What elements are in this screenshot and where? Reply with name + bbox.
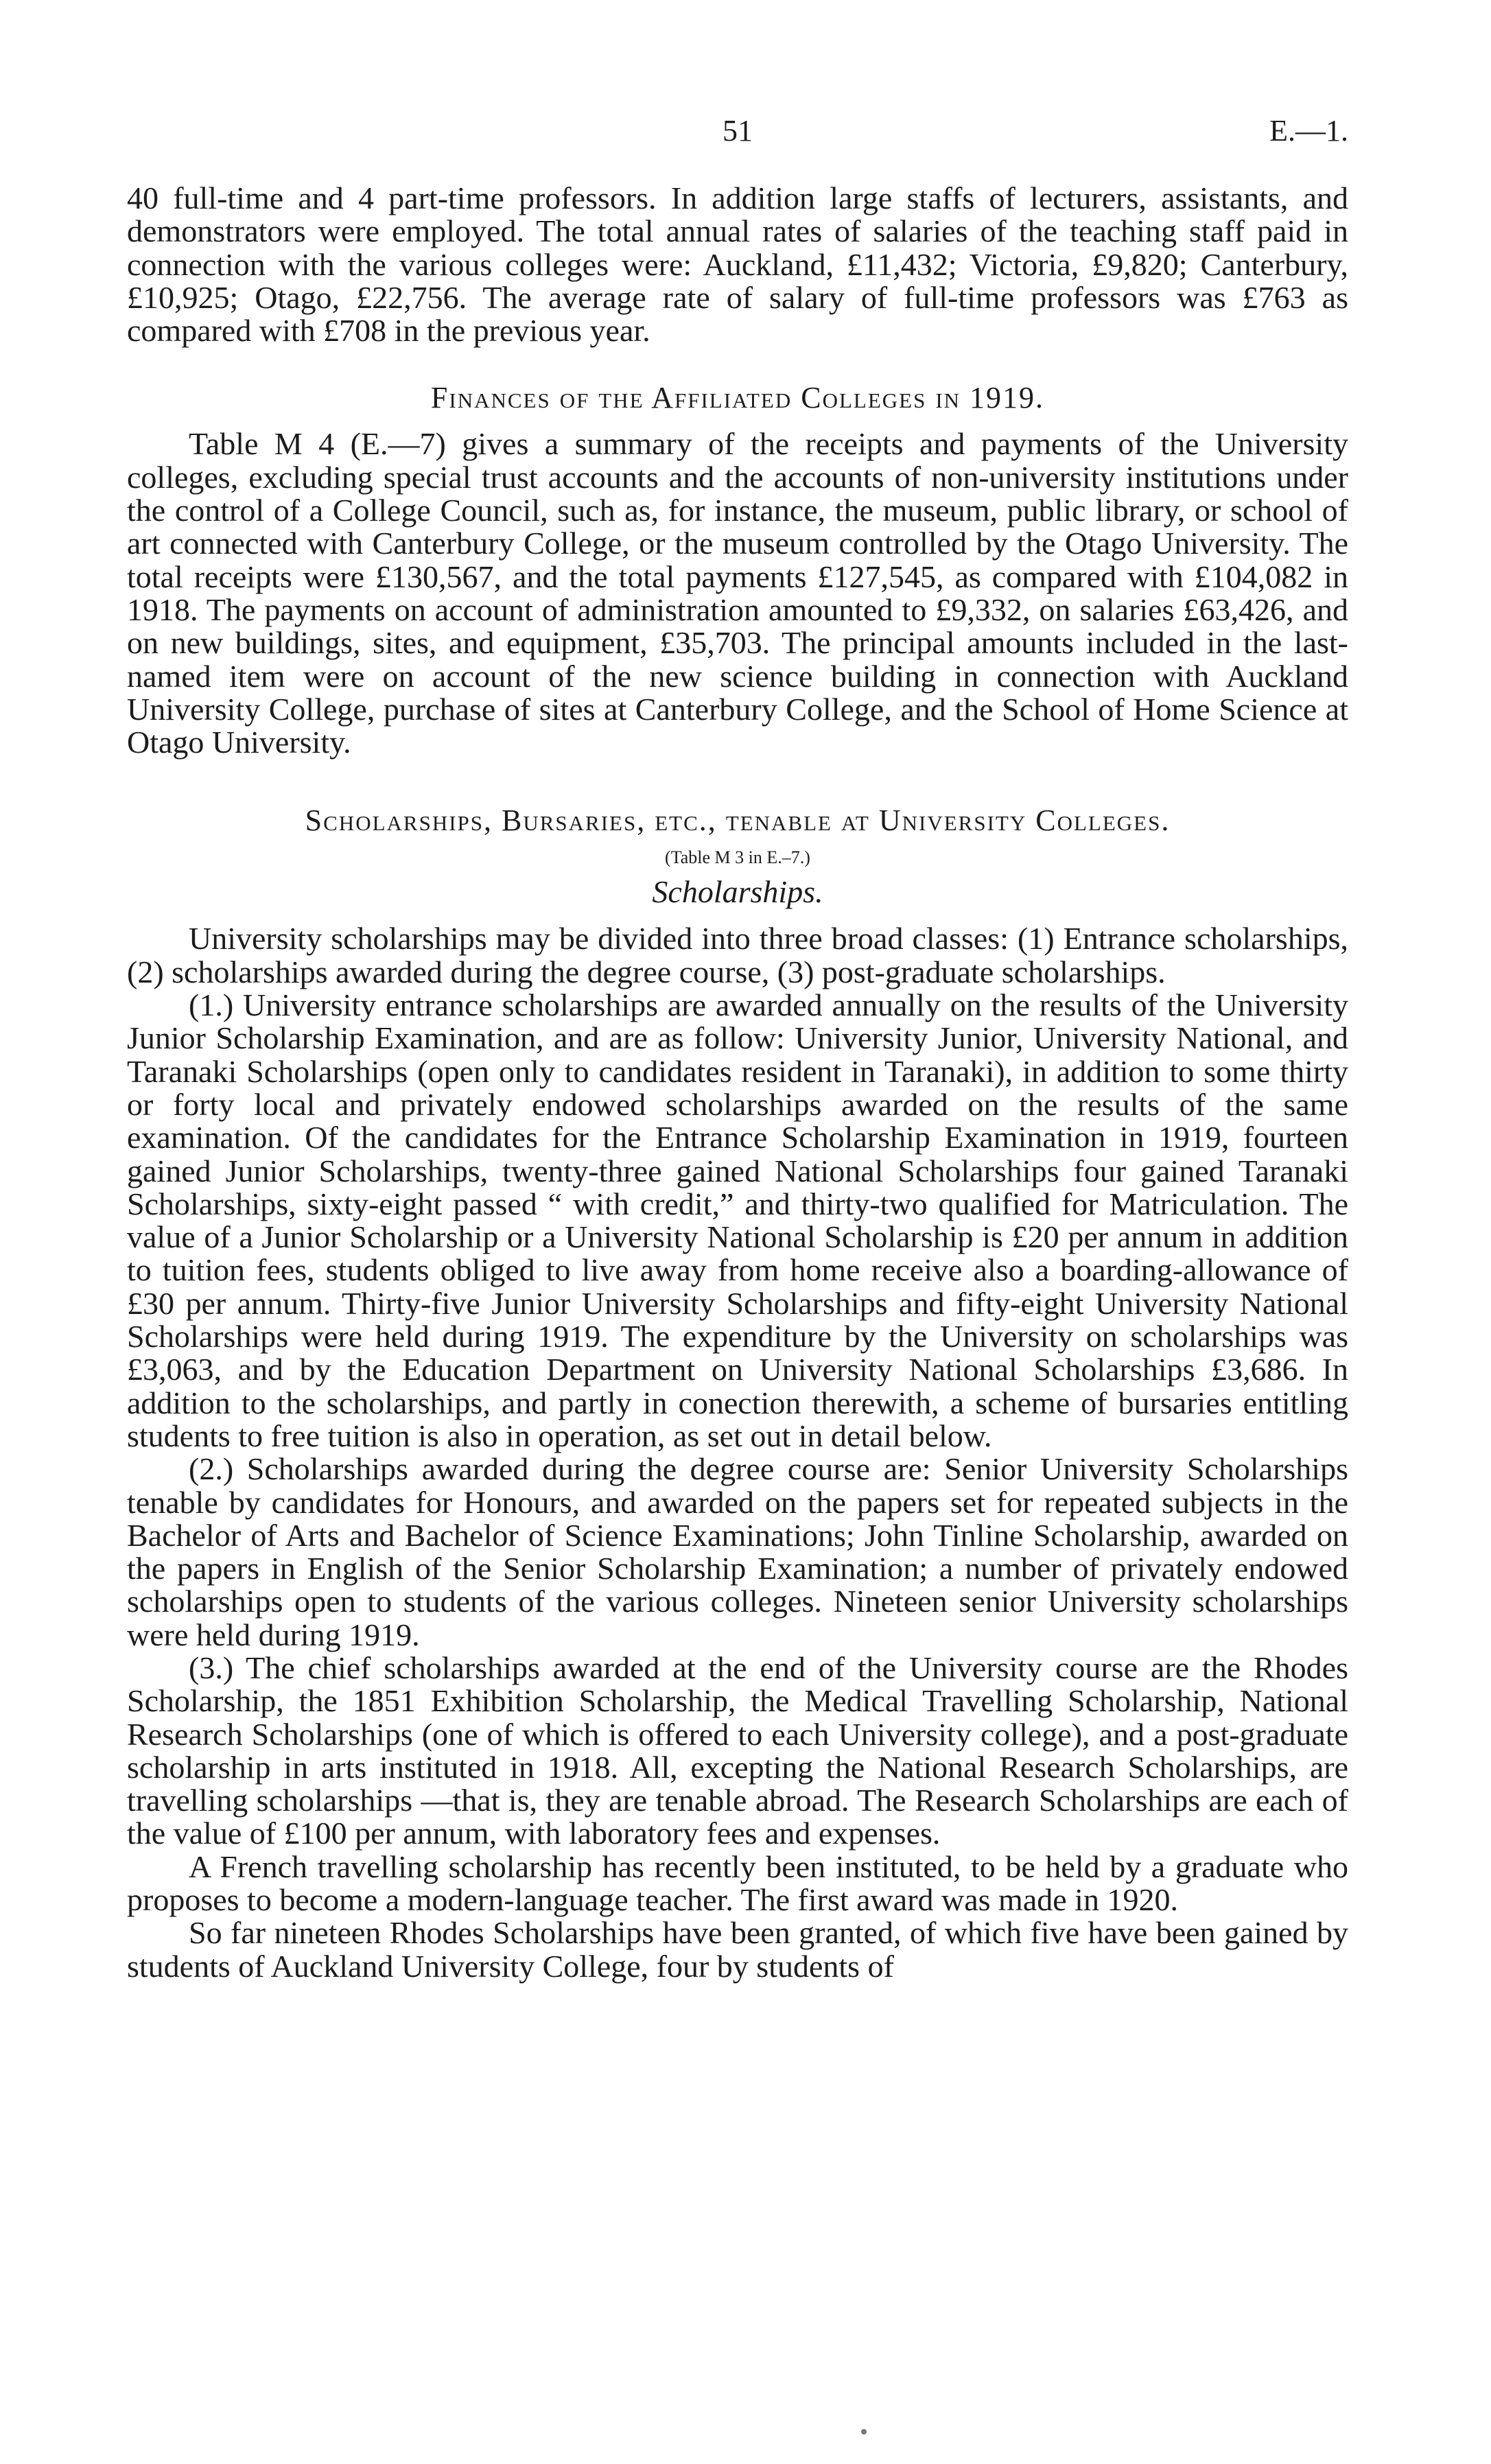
subheading-scholarships: Scholarships. <box>652 874 823 910</box>
paragraph-rhodes-scholarships: So far nineteen Rhodes Scholarships have been granted, of which five have been gained by students of Auckland University College, four by students of <box>127 1915 1348 1984</box>
table-reference: (Table M 3 in E.–7.) <box>665 847 810 868</box>
paragraph-entrance-scholarships: (1.) University entrance scholarships are awarded annually on the results of the University Junior Scholarship Examination, and are as follow: University Junior, University National, and Taranaki Scholarships (open only to candidates resident in Taranaki), in addition to some thirty or forty local and privately endowed scholarships awarded on the results of the same examination. Of the candidates for the Entrance Scholarship Examination in 1919, fourteen gained Junior Scholarships, twenty-three gained National Scholarships four gained Taranaki Scholarships, sixty-eight passed “ with credit,” and thirty-two qualified for Matriculation. The value of a Junior Scholarship or a University National Scholarship is £20 per annum in addition to tuition fees, students obliged to live away from home receive also a boarding-allowance of £30 per annum. Thirty-five Junior University Scholarships and fifty-eight University National Scholarships were held during 1919. The expenditure by the University on scholarships was £3,063, and by the Education Department on University National Scholarships £3,686. In addition to the scholarships, and partly in conection therewith, a scheme of bursaries entitling students to free tuition is also in operation, as set out in detail below. <box>127 987 1348 1453</box>
heading-finances: Finances of the Affiliated Colleges in 1919. <box>430 381 1045 415</box>
paragraph-french-scholarship: A French travelling scholarship has recently been instituted, to be held by a graduate who proposes to become a modern-language teacher. The first award was made in 1920. <box>127 1849 1348 1918</box>
paragraph-finances: Table M 4 (E.—7) gives a summary of the receipts and payments of the University colleges, excluding special trust accounts and the accounts of non-university institutions under the control of a College Council, such as, for instance, the museum, public library, or school of art connected with Canterbury College, or the museum controlled by the Otago University. The total receipts were £130,567, and the total payments £127,545, as compared with £104,082 in 1918. The payments on account of administration amounted to £9,332, on salaries £63,426, and on new buildings, sites, and equipment, £35,703. The principal amounts included in the last-named item were on account of the new science building in connection with Auckland University College, purchase of sites at Canterbury College, and the School of Home Science at Otago University. <box>127 426 1348 760</box>
paragraph-degree-course-scholarships: (2.) Scholarships awarded during the degree course are: Senior University Scholarships tenable by candidates for Honours, and awarded on the papers set for repeated subjects in the Bachelor of Arts and Bachelor of Science Examinations; John Tinline Scholarship, awarded on the papers in English of the Senior Scholarship Examination; a number of privately endowed scholarships open to students of the various colleges. Nineteen senior University scholarships were held during 1919. <box>127 1451 1348 1652</box>
document-page <box>127 113 1348 1983</box>
paragraph-scholarship-classes: University scholarships may be divided into three broad classes: (1) Entrance scholarships, (2) scholarships awarded during the degree course, (3) post-graduate scholarships. <box>127 921 1348 989</box>
page-speck <box>861 2429 867 2434</box>
document-code: E.—1. <box>1269 114 1348 148</box>
paragraph-professors-salaries: 40 full-time and 4 part-time professors. In addition large staffs of lecturers, assistants, and demonstrators were employed. The total annual rates of salaries of the teaching staff paid in connection with the various colleges were: Auckland, £11,432; Victoria, £9,820; Canterbury, £10,925; Otago, £22,756. The average rate of salary of full-time professors was £763 as compared with £708 in the previous year. <box>127 180 1348 349</box>
heading-scholarships-bursaries: Scholarships, Bursaries, etc., tenable at University Colleges. <box>305 803 1171 838</box>
page-number: 51 <box>723 114 753 148</box>
page-header <box>127 113 1348 154</box>
paragraph-post-graduate-scholarships: (3.) The chief scholarships awarded at the end of the University course are the Rhodes Scholarship, the 1851 Exhibition Scholarship, the Medical Travelling Scholarship, National Research Scholarships (one of which is offered to each University college), and a post-graduate scholarship in arts instituted in 1918. All, excepting the National Research Scholarships, are travelling scholarships —that is, they are tenable abroad. The Research Scholarships are each of the value of £100 per annum, with laboratory fees and expenses. <box>127 1650 1348 1851</box>
